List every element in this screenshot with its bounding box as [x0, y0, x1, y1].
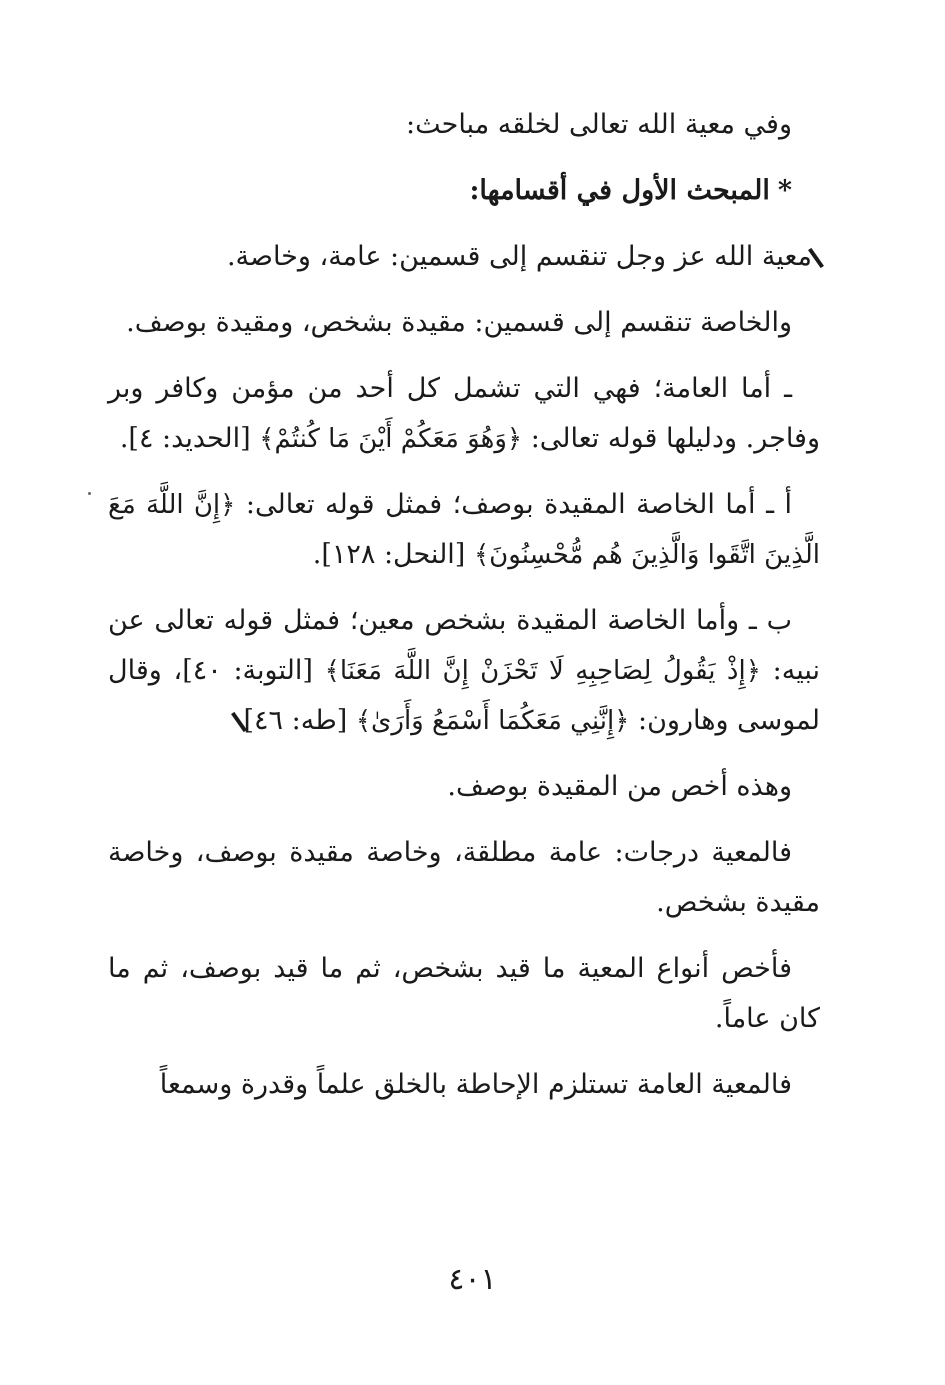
paragraph-text: والخاصة تنقسم إلى قسمين: مقيدة بشخص، ومقيدة بوصف. — [126, 307, 792, 338]
paragraph-text: أ ـ أما الخاصة المقيدة بوصف؛ فمثل قوله تعالى: — [235, 489, 792, 520]
heading-text: المبحث الأول في أقسامها: — [469, 175, 770, 206]
citation: [الحديد: ٤]. — [119, 423, 260, 454]
paragraph-person — [108, 596, 820, 746]
paragraph-intro — [108, 100, 820, 150]
page-number: ٤٠١ — [448, 1262, 497, 1297]
paragraph-text: وهذه أخص من المقيدة بوصف. — [447, 771, 792, 802]
paragraph-attribute — [108, 480, 820, 580]
quran-verse: ﴿إِنَّنِي مَعَكُمَا أَسْمَعُ وَأَرَىٰ﴾ — [355, 706, 630, 736]
citation: [النحل: ١٢٨]. — [312, 539, 474, 570]
asterisk-icon: * — [777, 175, 792, 206]
paragraph-general-implies — [108, 1060, 820, 1110]
quran-verse: ﴿إِذْ يَقُولُ لِصَاحِبِهِ لَا تَحْزَنْ إِنَّ اللَّهَ مَعَنَا﴾ — [324, 656, 761, 686]
quran-verse: ﴿وَهُوَ مَعَكُمْ أَيْنَ مَا كُنتُمْ﴾ — [259, 424, 523, 454]
paragraph-text: وفي معية الله تعالى لخلقه مباحث: — [406, 109, 792, 140]
paragraph-text: فأخص أنواع المعية ما قيد بشخص، ثم ما قيد بوصف، ثم ما كان عاماً. — [108, 953, 820, 1034]
citation: [طه: ٤٦] — [243, 705, 356, 736]
paragraph-more-specific — [108, 762, 820, 812]
body-text — [108, 100, 820, 1126]
paragraph-degrees — [108, 828, 820, 928]
section-heading — [108, 166, 820, 216]
citation: [التوبة: ٤٠]، وقال لموسى وهارون: — [108, 655, 820, 736]
scan-speck — [88, 492, 91, 495]
paragraph-text: معية الله عز وجل تنقسم إلى قسمين: عامة، وخاصة. — [226, 241, 812, 272]
paragraph-most-specific — [108, 944, 820, 1044]
paragraph-text: فالمعية درجات: عامة مطلقة، وخاصة مقيدة بوصف، وخاصة مقيدة بشخص. — [108, 837, 820, 918]
quran-verse: ﴿إِنَّ اللَّهَ مَعَ الَّذِينَ اتَّقَوا وَالَّذِينَ هُم مُّحْسِنُونَ﴾ — [108, 490, 820, 570]
paragraph-text: ـ أما العامة؛ فهي التي تشمل كل أحد من مؤمن وكافر وبر وفاجر. ودليلها قوله تعالى: — [108, 373, 820, 454]
paragraph-special — [108, 298, 820, 348]
paragraph-general — [108, 364, 820, 464]
paragraph-types — [108, 232, 820, 282]
paragraph-text: فالمعية العامة تستلزم الإحاطة بالخلق علماً وقدرة وسمعاً — [159, 1069, 792, 1100]
paragraph-text: ب ـ وأما الخاصة المقيدة بشخص معين؛ فمثل قوله تعالى عن نبيه: — [108, 605, 821, 686]
